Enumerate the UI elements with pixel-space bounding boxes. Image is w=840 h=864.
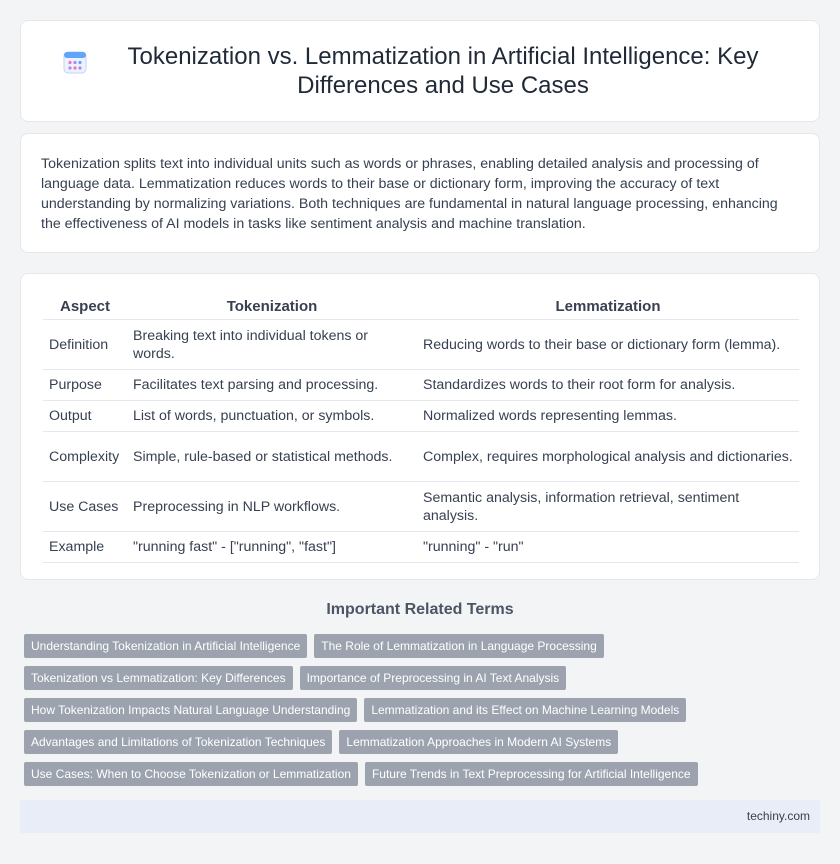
comparison-table xyxy=(43,294,799,563)
table-header-row xyxy=(43,294,799,320)
related-term-tag[interactable]: Use Cases: When to Choose Tokenization or Lemmatization xyxy=(24,762,358,786)
page-title: Tokenization vs. Lemmatization in Artificial Intelligence: Key Differences and Use Cases xyxy=(127,43,759,99)
related-term-tag[interactable]: Tokenization vs Lemmatization: Key Differences xyxy=(24,666,293,690)
header-tokenization: Tokenization xyxy=(127,294,417,320)
table-cell: Standardizes words to their root form for analysis. xyxy=(417,370,799,401)
table-cell: List of words, punctuation, or symbols. xyxy=(127,401,417,432)
footer-site-link[interactable]: techiny.com xyxy=(746,809,810,823)
related-term-tag[interactable]: Understanding Tokenization in Artificial Intelligence xyxy=(24,634,307,658)
title-wrap xyxy=(61,42,779,100)
related-term-tag[interactable]: Lemmatization Approaches in Modern AI Systems xyxy=(339,730,618,754)
table-row xyxy=(43,401,799,432)
table-row xyxy=(43,532,799,563)
comparison-table-card xyxy=(20,273,820,580)
related-term-tag[interactable]: Future Trends in Text Preprocessing for Artificial Intelligence xyxy=(365,762,698,786)
table-cell: Definition xyxy=(43,320,127,370)
related-term-tag[interactable]: Lemmatization and its Effect on Machine Learning Models xyxy=(364,698,686,722)
table-row xyxy=(43,320,799,370)
table-cell: Facilitates text parsing and processing. xyxy=(127,370,417,401)
tag-row xyxy=(24,698,824,722)
table-row xyxy=(43,432,799,482)
tag-row xyxy=(24,730,824,754)
table-cell: Breaking text into individual tokens or words. xyxy=(127,320,417,370)
table-cell: Output xyxy=(43,401,127,432)
calendar-icon xyxy=(61,48,89,76)
table-cell: Reducing words to their base or dictionary form (lemma). xyxy=(417,320,799,370)
tag-row xyxy=(24,634,824,658)
table-cell: Example xyxy=(43,532,127,563)
table-cell: Normalized words representing lemmas. xyxy=(417,401,799,432)
header-lemmatization: Lemmatization xyxy=(417,294,799,320)
table-cell: Preprocessing in NLP workflows. xyxy=(127,482,417,532)
related-terms-title: Important Related Terms xyxy=(326,601,514,618)
table-cell: "running" - "run" xyxy=(417,532,799,563)
footer xyxy=(20,800,820,833)
table-cell: Semantic analysis, information retrieval, sentiment analysis. xyxy=(417,482,799,532)
tag-row xyxy=(24,762,824,786)
table-cell: Use Cases xyxy=(43,482,127,532)
related-terms-list xyxy=(24,634,824,794)
related-term-tag[interactable]: How Tokenization Impacts Natural Language Understanding xyxy=(24,698,357,722)
tag-row xyxy=(24,666,824,690)
header-aspect: Aspect xyxy=(43,294,127,320)
related-term-tag[interactable]: Importance of Preprocessing in AI Text Analysis xyxy=(300,666,567,690)
table-cell: Simple, rule-based or statistical methods. xyxy=(127,432,417,482)
table-cell: Complex, requires morphological analysis and dictionaries. xyxy=(417,432,799,482)
table-cell: "running fast" - ["running", "fast"] xyxy=(127,532,417,563)
table-cell: Complexity xyxy=(43,432,127,482)
table-row xyxy=(43,370,799,401)
related-term-tag[interactable]: The Role of Lemmatization in Language Processing xyxy=(314,634,604,658)
table-cell: Purpose xyxy=(43,370,127,401)
title-card xyxy=(20,20,820,122)
summary-text: Tokenization splits text into individual units such as words or phrases, enabling detailed analysis and processing of language data. Lemmatization reduces words to their base or dictionary form, improving the accuracy of text understanding by normalizing variations. Both techniques are fundamental in natural language processing, enhancing the effectiveness of AI models in tasks like sentiment analysis and machine translation. xyxy=(41,156,778,232)
summary-card xyxy=(20,133,820,253)
table-row xyxy=(43,482,799,532)
related-term-tag[interactable]: Advantages and Limitations of Tokenization Techniques xyxy=(24,730,332,754)
